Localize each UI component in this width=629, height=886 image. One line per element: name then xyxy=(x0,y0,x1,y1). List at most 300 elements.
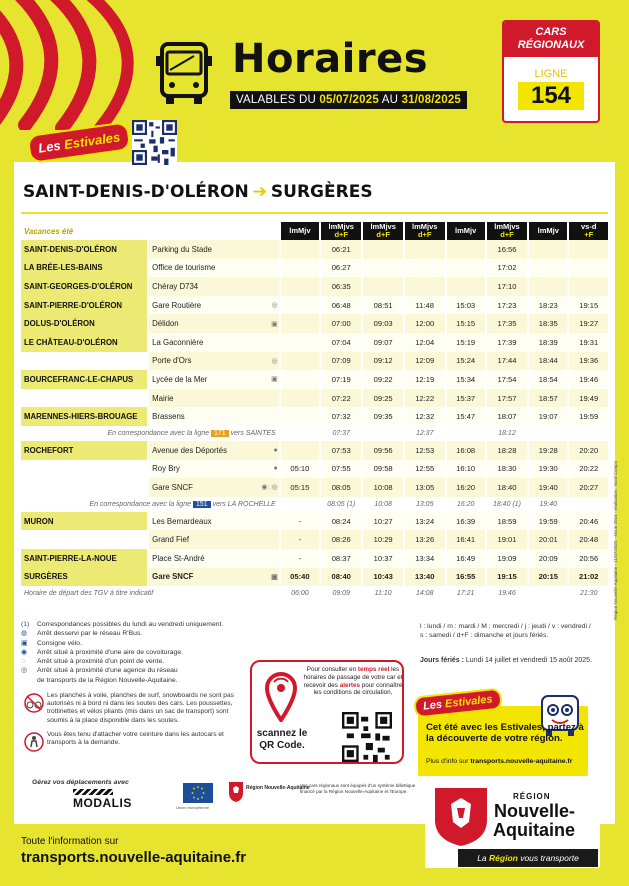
departure-time: 16:41 xyxy=(446,530,486,549)
stop-service-icon xyxy=(260,407,279,426)
city-name xyxy=(21,460,148,479)
departure-time: 12:00 xyxy=(404,314,446,333)
departure-time: 13:34 xyxy=(404,549,446,568)
connection-time xyxy=(446,426,486,441)
city-name: BOURCEFRANC-LE-CHAPUS xyxy=(21,370,148,389)
gerez-label: Gérez vos déplacements avec xyxy=(32,779,129,786)
estivales-promo-link[interactable]: transports.nouvelle-aquitaine.fr xyxy=(470,758,573,765)
city-name: SAINT-GEORGES-D'OLÉRON xyxy=(21,277,148,296)
departure-time: 06:35 xyxy=(320,277,362,296)
cars-label: CARS RÉGIONAUX xyxy=(504,22,598,57)
departure-time: 12:32 xyxy=(404,407,446,426)
stop-service-icon xyxy=(260,240,279,259)
departure-time: 17:39 xyxy=(486,333,528,352)
timetable-row xyxy=(21,259,608,278)
city-name: ROCHEFORT xyxy=(21,441,148,460)
stop-name: Brassens xyxy=(148,407,260,426)
departure-time: 05:40 xyxy=(280,568,320,587)
departure-time: 07:32 xyxy=(320,407,362,426)
stop-name: Avenue des Déportés xyxy=(148,441,260,460)
departure-time: 05:15 xyxy=(280,478,320,497)
timetable-row xyxy=(21,530,608,549)
departure-time: 16:08 xyxy=(446,441,486,460)
estivales-promo xyxy=(418,693,588,776)
legend-item: ▣ Consigne vélo. xyxy=(21,639,82,647)
realtime-qr-box xyxy=(250,660,404,764)
departure-time: 16:56 xyxy=(486,240,528,259)
departure-time: 18:57 xyxy=(528,389,568,408)
legend-item: ◍ Arrêt desservi par le réseau R'Bus. xyxy=(21,630,143,638)
stop-service-icon: ◎ xyxy=(260,352,279,371)
stop-name: Office de tourisme xyxy=(148,259,260,278)
departure-time: 16:10 xyxy=(446,460,486,479)
departure-time xyxy=(404,259,446,278)
connection-time xyxy=(528,586,568,601)
city-name xyxy=(21,389,148,408)
departure-time xyxy=(280,259,320,278)
departure-time: 10:37 xyxy=(362,549,404,568)
connection-time: 13:05 xyxy=(404,497,446,512)
connection-time xyxy=(362,426,404,441)
departure-time: 18:44 xyxy=(528,352,568,371)
red-arcs-decoration xyxy=(0,0,160,130)
departure-time: 19:31 xyxy=(568,333,608,352)
stop-service-icon xyxy=(260,530,279,549)
timetable-row xyxy=(21,407,608,426)
departure-time: 21:02 xyxy=(568,568,608,587)
region-name: Nouvelle- Aquitaine xyxy=(493,801,576,840)
departure-time: 18:23 xyxy=(528,296,568,315)
departure-time: 12:09 xyxy=(404,352,446,371)
region-tagline: La Région vous transporte xyxy=(458,849,598,867)
departure-time: 12:55 xyxy=(404,460,446,479)
departure-time: 19:09 xyxy=(486,549,528,568)
departure-time: 18:39 xyxy=(528,333,568,352)
city-name: LE CHÂTEAU-D'OLÉRON xyxy=(21,333,148,352)
departure-time: 17:10 xyxy=(486,277,528,296)
departure-time xyxy=(528,259,568,278)
connection-note: En correspondance avec la ligne 151 vers LA ROCHELLE xyxy=(21,497,280,512)
stop-service-icon: ● xyxy=(260,460,279,479)
departure-time: 20:48 xyxy=(568,530,608,549)
timetable-row xyxy=(21,568,608,587)
departure-time: 16:49 xyxy=(446,549,486,568)
column-days-header: vs-d +F xyxy=(568,222,608,240)
connection-time: 12:37 xyxy=(404,426,446,441)
timetable-row xyxy=(21,352,608,371)
route-underline xyxy=(21,212,608,214)
right-border xyxy=(615,0,629,886)
stop-name: Porte d'Ors xyxy=(148,352,260,371)
estivales-promo-text: Cet été avec les Estivales, partez à la découverte de votre région. xyxy=(426,722,584,744)
departure-time: - xyxy=(280,530,320,549)
location-pin-icon xyxy=(264,670,298,722)
stop-name: Gare Routière xyxy=(148,296,260,315)
stop-name: Gare SNCF xyxy=(148,568,260,587)
departure-time: 09:03 xyxy=(362,314,404,333)
connection-row xyxy=(21,586,608,601)
qr-code-top[interactable] xyxy=(132,120,177,165)
stop-name: Place St-André xyxy=(148,549,260,568)
stop-name: Roy Bry xyxy=(148,460,260,479)
departure-time xyxy=(362,277,404,296)
city-name xyxy=(21,530,148,549)
stop-service-icon: ▣ xyxy=(260,568,279,587)
route-heading xyxy=(23,182,373,202)
departure-time: 18:30 xyxy=(486,460,528,479)
departure-time: 12:04 xyxy=(404,333,446,352)
connection-time: 10:08 xyxy=(362,497,404,512)
departure-time: 09:58 xyxy=(362,460,404,479)
stop-service-icon: ◎ xyxy=(260,296,279,315)
stop-service-icon: ▣ xyxy=(260,370,279,389)
departure-time: 09:35 xyxy=(362,407,404,426)
timetable-row xyxy=(21,333,608,352)
departure-time: 17:44 xyxy=(486,352,528,371)
departure-time: 19:49 xyxy=(568,389,608,408)
departure-time: 19:36 xyxy=(568,352,608,371)
departure-time: 18:59 xyxy=(486,512,528,531)
connection-time: 19:40 xyxy=(528,497,568,512)
departure-time: 18:28 xyxy=(486,441,528,460)
timetable-row xyxy=(21,370,608,389)
realtime-message: Pour consulter en temps réel les horaires de passage de votre car et recevoir des alertes pour connaître les conditions de circulation, xyxy=(303,666,403,697)
departure-time xyxy=(404,240,446,259)
departure-time: 09:56 xyxy=(362,441,404,460)
connection-time xyxy=(280,426,320,441)
departure-time: 13:26 xyxy=(404,530,446,549)
departure-time xyxy=(446,277,486,296)
departure-time: 12:53 xyxy=(404,441,446,460)
validity-period: VALABLES DU 05/07/2025 AU 31/08/2025 xyxy=(230,91,467,109)
departure-time: 13:24 xyxy=(404,512,446,531)
departure-time: 08:37 xyxy=(320,549,362,568)
city-name: SAINT-DENIS-D'OLÉRON xyxy=(21,240,148,259)
connection-note: Horaire de départ des TGV à titre indicatif xyxy=(21,586,280,601)
days-legend: l : lundi / m : mardi / M : mercredi / j : jeudi / v : vendredi / s : samedi / d+F : dimanche et jours fériés. xyxy=(420,623,591,639)
city-name: SAINT-PIERRE-D'OLÉRON xyxy=(21,296,148,315)
column-days-header: lmMjv xyxy=(528,222,568,240)
no-bike-icon xyxy=(21,692,47,714)
departure-time: 09:25 xyxy=(362,389,404,408)
eu-flag-icon xyxy=(183,783,213,803)
stop-name: Délidon xyxy=(148,314,260,333)
departure-time: 12:19 xyxy=(404,370,446,389)
route-destination: SURGÈRES xyxy=(270,182,373,202)
departure-time: 19:28 xyxy=(528,441,568,460)
departure-time: 16:39 xyxy=(446,512,486,531)
legend-item: de transports de la Région Nouvelle-Aquitaine. xyxy=(37,676,178,684)
footer-website-link[interactable]: transports.nouvelle-aquitaine.fr xyxy=(21,849,247,866)
departure-time xyxy=(280,441,320,460)
column-days-header: lmMjvs d+F xyxy=(486,222,528,240)
city-name: MURON xyxy=(21,512,148,531)
departure-time: 20:20 xyxy=(568,441,608,460)
departure-time xyxy=(446,259,486,278)
timetable-row xyxy=(21,314,608,333)
city-name xyxy=(21,478,148,497)
timetable-row xyxy=(21,240,608,259)
connection-time: 18:12 xyxy=(486,426,528,441)
departure-time: 10:29 xyxy=(362,530,404,549)
modalis-logo-mark xyxy=(73,789,113,795)
eu-caption: Union européenne xyxy=(176,805,209,810)
departure-time: 15:34 xyxy=(446,370,486,389)
financing-note: Vos cars régionaux sont équipés d'un système billettique financé par la Région Nouvelle-Aquitaine et l'Europe. xyxy=(300,783,416,794)
connection-time: 07:37 xyxy=(320,426,362,441)
seatbelt-icon xyxy=(21,731,47,753)
legend-symbol-icon: ▣ xyxy=(21,639,28,647)
scan-label: scannez le QR Code. xyxy=(256,728,308,751)
departure-time: 10:08 xyxy=(362,478,404,497)
legend-symbol-icon: (1) xyxy=(21,621,30,628)
legend-symbol-icon: ◍ xyxy=(21,630,27,638)
departure-time: 20:15 xyxy=(528,568,568,587)
connection-time xyxy=(568,426,608,441)
connection-time: 09:09 xyxy=(320,586,362,601)
departure-time: 15:19 xyxy=(446,333,486,352)
departure-time: 19:46 xyxy=(568,370,608,389)
departure-time: 20:22 xyxy=(568,460,608,479)
city-name: SURGÈRES xyxy=(21,568,148,587)
departure-time xyxy=(280,240,320,259)
departure-time xyxy=(446,240,486,259)
modalis-logo: MODALIS xyxy=(73,796,132,810)
departure-time xyxy=(280,389,320,408)
stop-name: Gare SNCF xyxy=(148,478,260,497)
departure-time: 13:05 xyxy=(404,478,446,497)
passenger-notes xyxy=(21,692,251,759)
departure-time: 15:47 xyxy=(446,407,486,426)
stop-name: Grand Fief xyxy=(148,530,260,549)
departure-time: 07:55 xyxy=(320,460,362,479)
departure-time: 08:05 xyxy=(320,478,362,497)
stop-name: Mairie xyxy=(148,389,260,408)
departure-time: 19:27 xyxy=(568,314,608,333)
city-name: DOLUS-D'OLÉRON xyxy=(21,314,148,333)
legend-item: ◌ Arrêt situé à proximité d'un point de vente. xyxy=(21,658,165,666)
stop-service-icon xyxy=(260,259,279,278)
departure-time xyxy=(280,352,320,371)
departure-time: 20:56 xyxy=(568,549,608,568)
city-name: MARENNES-HIERS-BROUAGE xyxy=(21,407,148,426)
departure-time xyxy=(280,407,320,426)
departure-time: 19:01 xyxy=(486,530,528,549)
stop-name: La Gaconnière xyxy=(148,333,260,352)
side-credits: Région Nouvelle-Aquitaine - 11/07/2025 - Noun 2024 - réalisation : Nord Compo xyxy=(613,460,618,620)
connection-time xyxy=(528,426,568,441)
connection-time: 17:21 xyxy=(446,586,486,601)
connection-time xyxy=(280,497,320,512)
stop-service-icon xyxy=(260,389,279,408)
departure-time: 07:00 xyxy=(320,314,362,333)
stop-name: Chéray D734 xyxy=(148,277,260,296)
legend-symbol-icon: ◉ xyxy=(21,648,27,656)
stop-service-icon xyxy=(260,549,279,568)
legend-item: (1) Correspondances possibles du lundi au vendredi uniquement. xyxy=(21,621,224,628)
stop-service-icon xyxy=(260,333,279,352)
connection-time: 06:00 xyxy=(280,586,320,601)
connection-time xyxy=(568,497,608,512)
departure-time: 08:40 xyxy=(320,568,362,587)
line-tag: 171 xyxy=(211,430,229,437)
period-label: Vacances été xyxy=(24,226,74,236)
departure-time xyxy=(528,277,568,296)
departure-time: 10:43 xyxy=(362,568,404,587)
column-days-header: lmMjvs d+F xyxy=(320,222,362,240)
timetable-row xyxy=(21,460,608,479)
timetable-row xyxy=(21,277,608,296)
stop-service-icon xyxy=(260,512,279,531)
departure-time: 09:22 xyxy=(362,370,404,389)
departure-time: 07:53 xyxy=(320,441,362,460)
connection-note: En correspondance avec la ligne 171 vers SAINTES xyxy=(21,426,280,441)
connection-time: 18:40 (1) xyxy=(486,497,528,512)
column-days-header: lmMjvs d+F xyxy=(362,222,404,240)
legend-item: ◉ Arrêt situé à proximité d'une aire de covoiturage. xyxy=(21,648,183,656)
connection-time: 21:30 xyxy=(568,586,608,601)
estivales-promo-info: Plus d'info sur transports.nouvelle-aquitaine.fr xyxy=(426,758,573,765)
departure-time xyxy=(568,277,608,296)
departure-time xyxy=(280,333,320,352)
realtime-qr-code[interactable] xyxy=(342,712,392,762)
departure-time xyxy=(280,370,320,389)
ligne-label: LIGNE xyxy=(534,68,568,80)
departure-time: 17:02 xyxy=(486,259,528,278)
departure-time: 18:40 xyxy=(486,478,528,497)
departure-time: 17:35 xyxy=(486,314,528,333)
departure-time: 15:24 xyxy=(446,352,486,371)
departure-time: 18:35 xyxy=(528,314,568,333)
departure-time: 07:22 xyxy=(320,389,362,408)
line-tag: 151 xyxy=(193,501,211,508)
departure-time: 17:54 xyxy=(486,370,528,389)
departure-time xyxy=(362,240,404,259)
departure-time: 19:15 xyxy=(568,296,608,315)
departure-time: 20:27 xyxy=(568,478,608,497)
city-name: LA BRÉE-LES-BAINS xyxy=(21,259,148,278)
column-days-header: lmMjv xyxy=(446,222,486,240)
departure-time: 06:48 xyxy=(320,296,362,315)
connection-time: 16:20 xyxy=(446,497,486,512)
departure-time: 13:40 xyxy=(404,568,446,587)
departure-time xyxy=(568,259,608,278)
departure-time: 19:07 xyxy=(528,407,568,426)
stop-name: Parking du Stade xyxy=(148,240,260,259)
departure-time: 20:46 xyxy=(568,512,608,531)
page-title: Horaires xyxy=(232,36,429,82)
departure-time xyxy=(528,240,568,259)
departure-time: 19:15 xyxy=(486,568,528,587)
note-seatbelt: Vous êtes tenu d'attacher votre ceinture dans les autocars et transports à la demande. xyxy=(21,731,251,753)
departure-time: 05:10 xyxy=(280,460,320,479)
left-border xyxy=(0,0,14,886)
departure-time: 12:22 xyxy=(404,389,446,408)
timetable-header xyxy=(21,222,608,240)
departure-time: 08:26 xyxy=(320,530,362,549)
stop-name: Lycée de la Mer xyxy=(148,370,260,389)
departure-time xyxy=(404,277,446,296)
departure-time: 19:59 xyxy=(568,407,608,426)
departure-time: 17:57 xyxy=(486,389,528,408)
departure-time xyxy=(568,240,608,259)
public-holidays: Jours fériés : Lundi 14 juillet et vendredi 15 août 2025. xyxy=(420,657,593,664)
footer-info-label: Toute l'information sur xyxy=(21,836,119,847)
departure-time: 18:07 xyxy=(486,407,528,426)
departure-time: 08:24 xyxy=(320,512,362,531)
estivales-logo: Les Estivales xyxy=(26,121,131,164)
connection-time: 14:08 xyxy=(404,586,446,601)
departure-time xyxy=(362,259,404,278)
region-shield-icon xyxy=(433,786,489,848)
departure-time: - xyxy=(280,549,320,568)
departure-time: 07:09 xyxy=(320,352,362,371)
departure-time: 07:04 xyxy=(320,333,362,352)
departure-time: 19:30 xyxy=(528,460,568,479)
stop-service-icon: ▣ xyxy=(260,314,279,333)
departure-time: 09:07 xyxy=(362,333,404,352)
departure-time: 09:12 xyxy=(362,352,404,371)
timetable-row xyxy=(21,549,608,568)
note-boards: Les planches à voile, planches de surf, snowboards ne sont pas autorisés ni à bord ni dans les soutes des cars. Les poussettes, trottinettes et vélos pliants (mis dans un sac de transport) sont soumis à la place disponible dans les soutes. xyxy=(21,692,251,725)
departure-time xyxy=(280,314,320,333)
column-days-header: lmMjv xyxy=(280,222,320,240)
city-name xyxy=(21,352,148,371)
departure-time: 20:09 xyxy=(528,549,568,568)
region-shield-small-icon xyxy=(228,781,244,803)
line-badge xyxy=(502,20,600,123)
departure-time: 17:23 xyxy=(486,296,528,315)
departure-time: 15:03 xyxy=(446,296,486,315)
departure-time xyxy=(280,296,320,315)
departure-time: 06:21 xyxy=(320,240,362,259)
city-name: SAINT-PIERRE-LA-NOUE xyxy=(21,549,148,568)
connection-row xyxy=(21,497,608,512)
bus-icon xyxy=(152,40,216,108)
legend xyxy=(21,620,251,685)
timetable-row xyxy=(21,389,608,408)
departure-time: 11:48 xyxy=(404,296,446,315)
departure-time: 07:19 xyxy=(320,370,362,389)
route-origin: SAINT-DENIS-D'OLÉRON xyxy=(23,182,249,202)
stop-service-icon: ● xyxy=(260,441,279,460)
departure-time: 19:59 xyxy=(528,512,568,531)
timetable xyxy=(21,222,608,601)
legend-symbol-icon: ◎ xyxy=(21,667,27,675)
connection-time: 11:10 xyxy=(362,586,404,601)
departure-time: 06:27 xyxy=(320,259,362,278)
connection-time: 08:05 (1) xyxy=(320,497,362,512)
route-arrow-icon: ➔ xyxy=(252,182,267,202)
region-small-label: Région Nouvelle-Aquitaine xyxy=(246,785,310,791)
stop-service-icon: ◉◌◎ xyxy=(260,478,279,497)
departure-time: 16:20 xyxy=(446,478,486,497)
column-days-header: lmMjvs d+F xyxy=(404,222,446,240)
ligne-number: 154 xyxy=(518,82,584,110)
departure-time: 19:40 xyxy=(528,478,568,497)
legend-item: ◎ Arrêt situé à proximité d'une agence du réseau xyxy=(21,667,178,675)
connection-row xyxy=(21,426,608,441)
departure-time: 20:01 xyxy=(528,530,568,549)
stop-name: Les Bernardeaux xyxy=(148,512,260,531)
departure-time: 18:54 xyxy=(528,370,568,389)
legend-symbol-icon: ◌ xyxy=(21,658,26,666)
departure-time: 10:27 xyxy=(362,512,404,531)
timetable-row xyxy=(21,441,608,460)
stop-service-icon xyxy=(260,277,279,296)
departure-time: - xyxy=(280,512,320,531)
connection-time: 19:46 xyxy=(486,586,528,601)
